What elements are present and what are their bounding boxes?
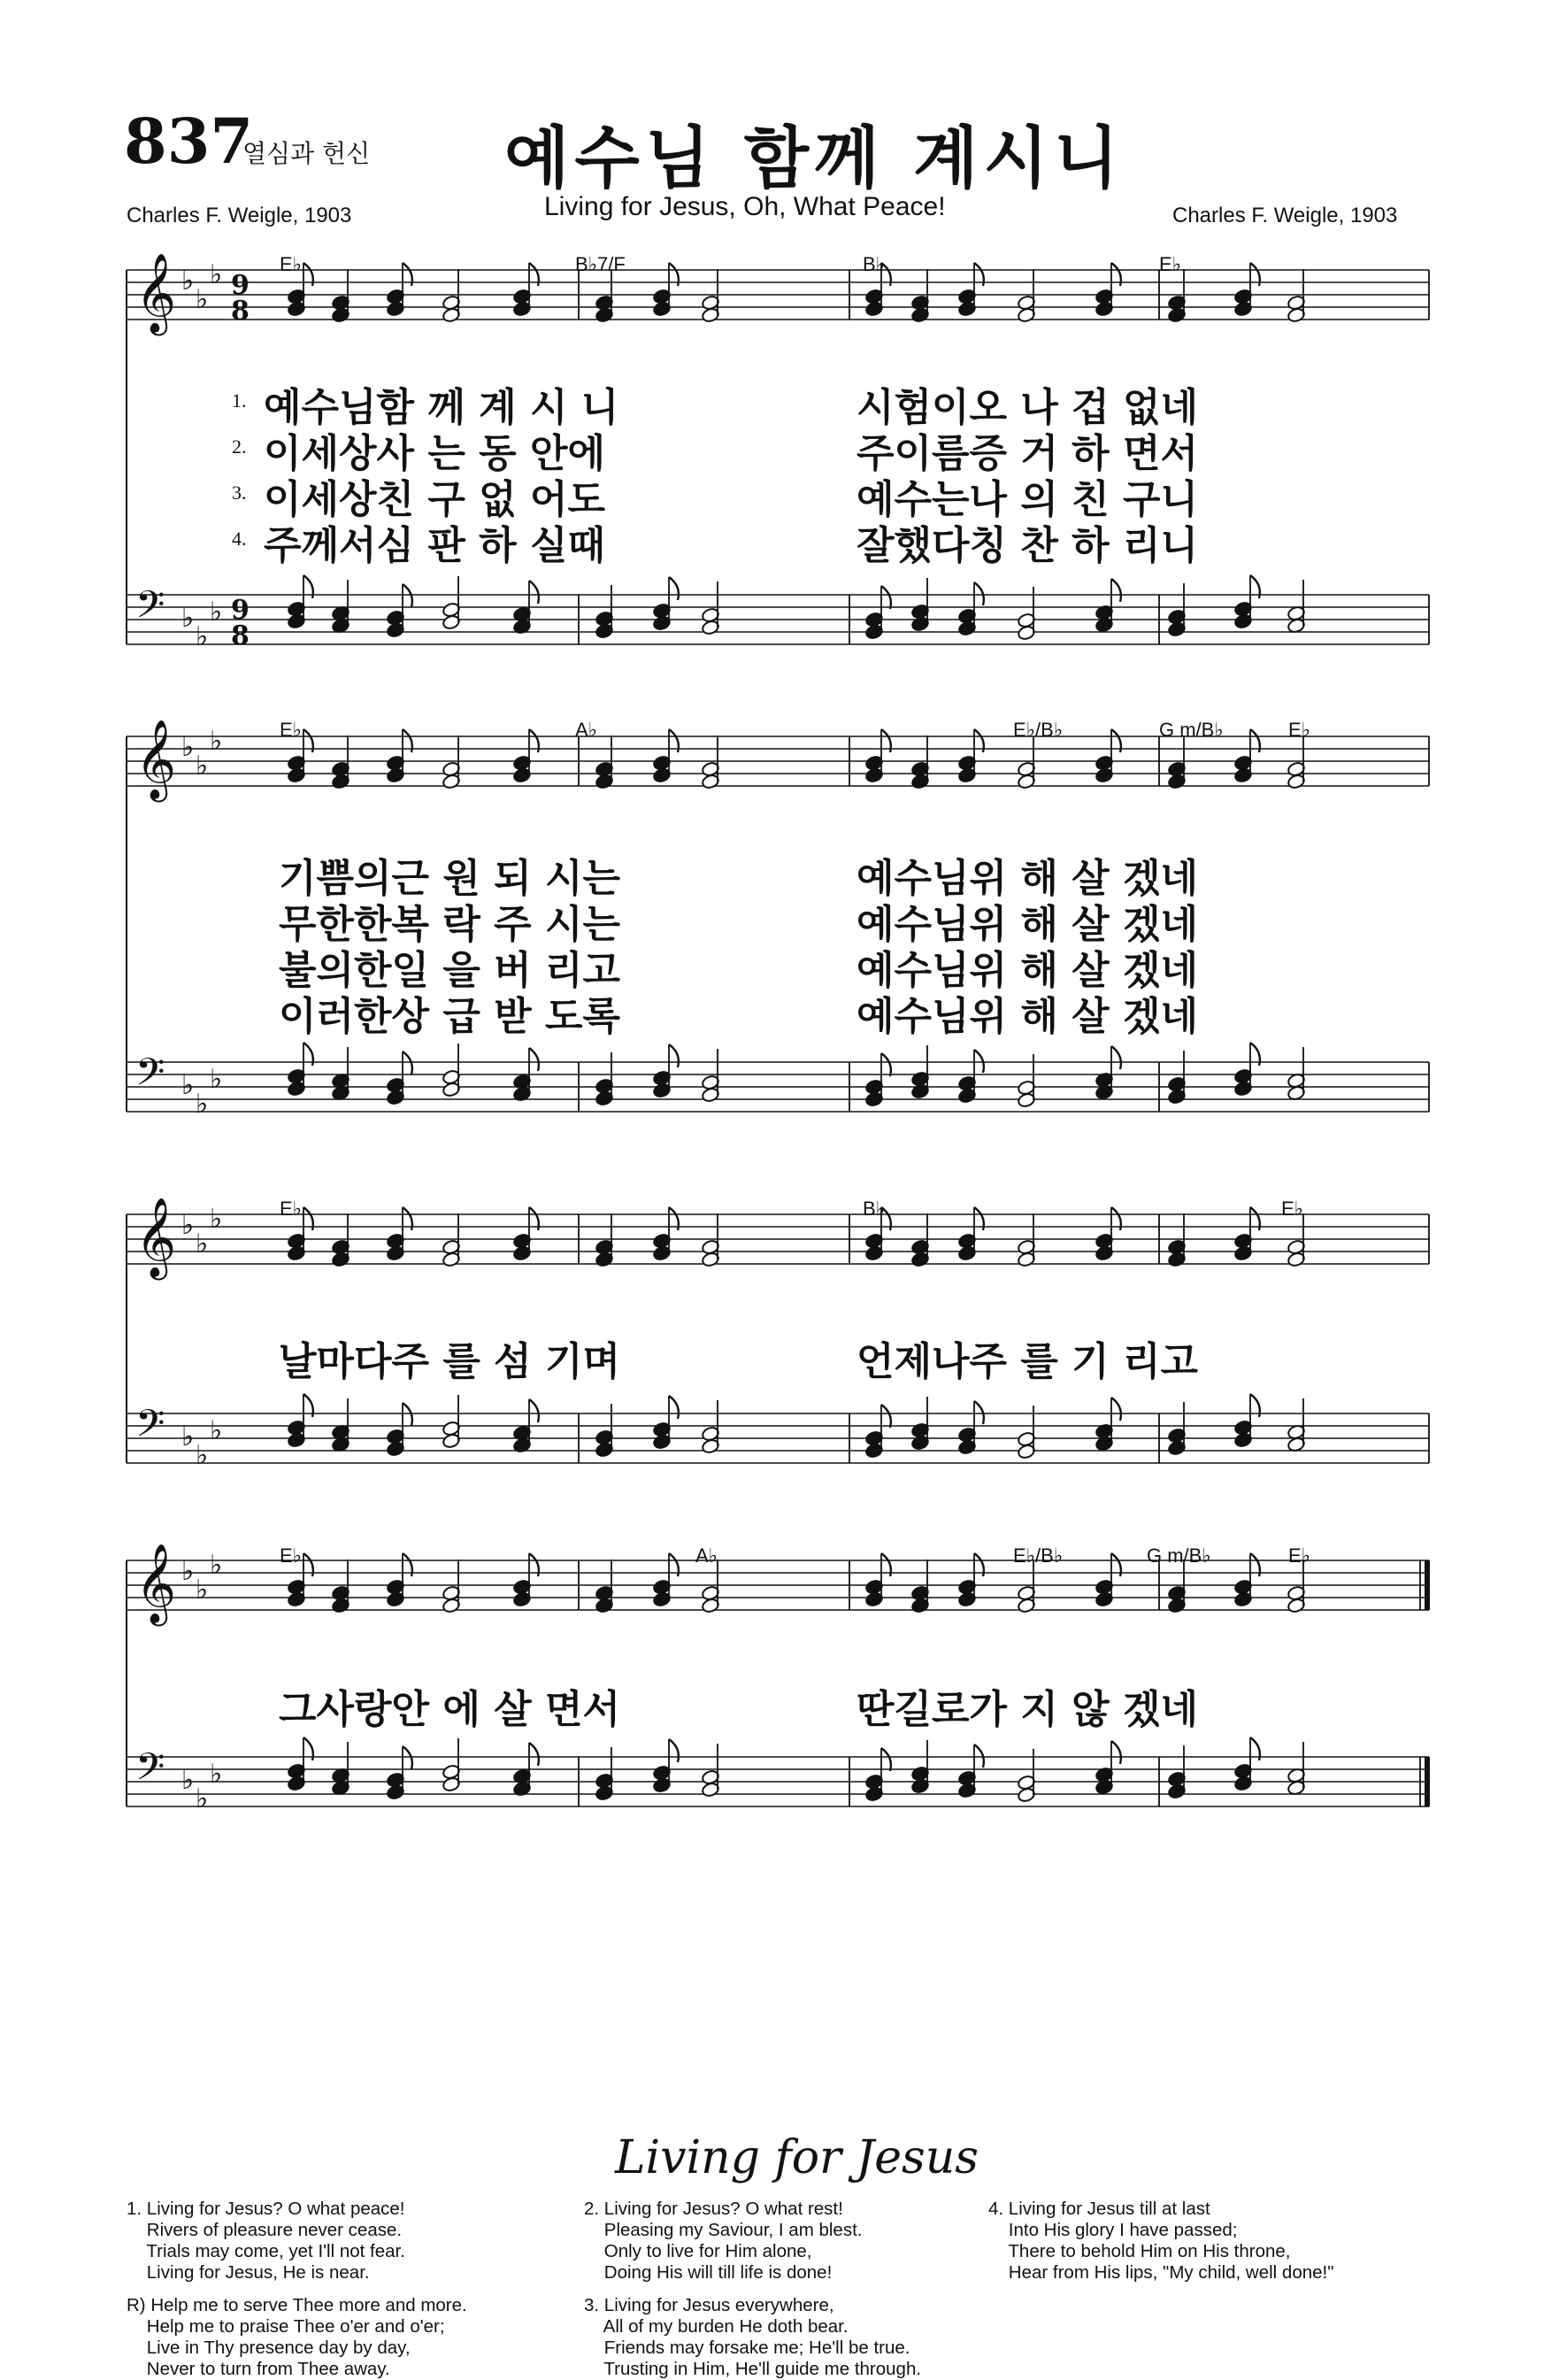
lyric-line: 예수님위 해 살 겠네 [856, 902, 1198, 947]
flat-sign: ♭ [210, 1415, 223, 1446]
note-flag [669, 1396, 679, 1419]
lyric-line: 시험이오 나 겁 없네 [856, 385, 1198, 430]
hymn-title-korean: 예수님 함께 계시니 [504, 119, 1125, 197]
english-stanza: 1. Living for Jesus? O what peace! Rivers of pleasure never cease. Trials may come, yet I'll not fear. Living for Jesus, He is near. [127, 2199, 405, 2283]
flat-sign: ♭ [181, 603, 195, 634]
hymn-title-english: Living for Jesus, Oh, What Peace! [544, 192, 946, 221]
chord-symbol: E♭/B♭ [1013, 719, 1064, 741]
chord-symbol: E♭/B♭ [1013, 1544, 1064, 1567]
english-stanza: 3. Living for Jesus everywhere, All of my burden He doth bear. Friends may forsake me; He'll be true. Trusting in Him, He'll guide me through. [584, 2295, 922, 2379]
note-flag [669, 1044, 679, 1067]
flat-sign: ♭ [210, 1064, 223, 1095]
flat-sign: ♭ [196, 1229, 209, 1259]
note-flag [403, 1051, 412, 1074]
chord-symbol: E♭ [280, 253, 303, 275]
chord-symbol: E♭ [1288, 1544, 1311, 1567]
english-stanza: 2. Living for Jesus? O what rest! Pleasing my Saviour, I am blest. Only to live for Him alone, Doing His will till life is done! [584, 2199, 863, 2283]
english-refrain: R) Help me to serve Thee more and more. Help me to praise Thee o'er and o'er; Live in Thy presence day by day, Never to turn from Thee away. [127, 2295, 467, 2379]
note-flag [974, 1745, 984, 1768]
note-flag [529, 1743, 539, 1766]
flat-sign: ♭ [181, 266, 195, 297]
treble-clef: 𝄞 [135, 1544, 177, 1623]
treble-clef: 𝄞 [135, 1198, 177, 1277]
lyric-line: 이러한상 급 받 도록 [279, 994, 620, 1039]
bass-clef: 𝄢 [135, 583, 165, 636]
note-flag [403, 1403, 412, 1426]
chord-symbol: E♭ [280, 1198, 303, 1220]
chord-symbol: E♭ [280, 1544, 303, 1567]
lyric-line: 예수님위 해 살 겠네 [856, 856, 1198, 901]
note-flag [529, 1399, 539, 1422]
flat-sign: ♭ [196, 1440, 209, 1471]
note-flag [974, 582, 984, 605]
verse-number: 4. [232, 528, 247, 550]
note-flag [669, 577, 679, 600]
lyric-line: 이세상친 구 없 어도 [264, 477, 605, 522]
bass-clef: 𝄢 [135, 1402, 165, 1455]
time-signature-top: 9 [231, 270, 250, 301]
lyric-line: 주께서심 판 하 실때 [264, 523, 605, 568]
note-flag [1111, 1046, 1121, 1069]
note-flag [1111, 579, 1121, 602]
lyric-line: 딴길로가 지 않 겠네 [856, 1687, 1198, 1732]
treble-clef: 𝄞 [135, 253, 177, 333]
bass-clef: 𝄢 [135, 1745, 165, 1798]
flat-sign: ♭ [210, 1759, 223, 1790]
note-flag [881, 586, 891, 609]
flat-sign: ♭ [181, 1556, 195, 1587]
composer-credit: Charles F. Weigle, 1903 [1172, 204, 1398, 227]
verse-number: 3. [232, 481, 247, 504]
lyric-line: 예수님함 께 계 시 니 [264, 385, 619, 430]
verse-number: 1. [232, 389, 247, 412]
flat-sign: ♭ [181, 1421, 195, 1452]
flat-sign: ♭ [196, 621, 209, 652]
chord-symbol: B♭ [863, 1198, 886, 1220]
note-flag [529, 1048, 539, 1071]
note-flag [881, 1053, 891, 1076]
hymn-category: 열심과 헌신 [242, 139, 371, 168]
flat-sign: ♭ [181, 732, 195, 763]
flat-sign: ♭ [196, 751, 209, 782]
flat-sign: ♭ [181, 1210, 195, 1241]
chord-symbol: G m/B♭ [1147, 1544, 1211, 1567]
note-flag [1111, 1398, 1121, 1421]
chord-symbol: E♭ [1281, 1198, 1304, 1220]
lyric-line: 이세상사 는 동 안에 [264, 431, 605, 476]
lyric-line: 주이름증 거 하 면서 [856, 431, 1198, 476]
lyric-line: 잘했다칭 찬 하 리니 [856, 523, 1198, 568]
final-barline [1425, 1560, 1430, 1610]
chord-symbol: G m/B♭ [1159, 719, 1224, 741]
chord-symbol: A♭ [575, 719, 598, 741]
flat-sign: ♭ [181, 1070, 195, 1101]
lyric-line: 예수는나 의 친 구니 [856, 477, 1198, 522]
note-flag [881, 1748, 891, 1771]
note-flag [1111, 1741, 1121, 1764]
hymn-number: 837 [124, 104, 254, 178]
flat-sign: ♭ [196, 1575, 209, 1606]
flat-sign: ♭ [181, 1765, 195, 1796]
flat-sign: ♭ [196, 1089, 209, 1120]
bass-clef: 𝄢 [135, 1051, 165, 1104]
chord-symbol: B♭ [863, 253, 886, 275]
flat-sign: ♭ [210, 259, 223, 290]
chord-symbol: E♭ [1159, 253, 1182, 275]
flat-sign: ♭ [210, 597, 223, 628]
flat-sign: ♭ [196, 284, 209, 315]
note-flag [974, 1050, 984, 1073]
flat-sign: ♭ [210, 1550, 223, 1581]
english-stanza: 4. Living for Jesus till at last Into His glory I have passed; There to behold Him on His throne, Hear from His lips, "My child, well done!" [988, 2199, 1334, 2283]
flat-sign: ♭ [210, 726, 223, 757]
note-flag [881, 1405, 891, 1428]
flat-sign: ♭ [210, 1204, 223, 1235]
chord-symbol: E♭ [280, 719, 303, 741]
lyric-line: 예수님위 해 살 겠네 [856, 948, 1198, 993]
chord-symbol: A♭ [695, 1544, 718, 1567]
time-signature-bottom: 8 [231, 296, 250, 327]
note-flag [669, 1739, 679, 1762]
treble-clef: 𝄞 [135, 720, 177, 799]
chord-symbol: E♭ [1288, 719, 1311, 741]
lyric-line: 불의한일 을 버 리고 [279, 948, 620, 993]
lyricist-credit: Charles F. Weigle, 1903 [127, 204, 352, 227]
lyric-line: 예수님위 해 살 겠네 [856, 994, 1198, 1039]
note-flag [403, 584, 412, 607]
lyric-line: 기쁨의근 원 되 시는 [279, 856, 620, 901]
note-flag [529, 581, 539, 604]
time-signature-top: 9 [231, 595, 250, 626]
lyric-line: 무한한복 락 주 시는 [279, 902, 620, 947]
flat-sign: ♭ [196, 1783, 209, 1814]
english-lyrics-title: Living for Jesus [615, 2131, 979, 2184]
note-flag [974, 1401, 984, 1424]
verse-number: 2. [232, 435, 247, 458]
note-flag [403, 1746, 412, 1769]
final-barline [1425, 1757, 1430, 1806]
lyric-line: 날마다주 를 섬 기며 [279, 1339, 620, 1384]
time-signature-bottom: 8 [231, 620, 250, 651]
lyric-line: 그사랑안 에 살 면서 [279, 1687, 620, 1732]
chord-symbol: B♭7/F [575, 253, 626, 275]
lyric-line: 언제나주 를 기 리고 [856, 1339, 1198, 1384]
